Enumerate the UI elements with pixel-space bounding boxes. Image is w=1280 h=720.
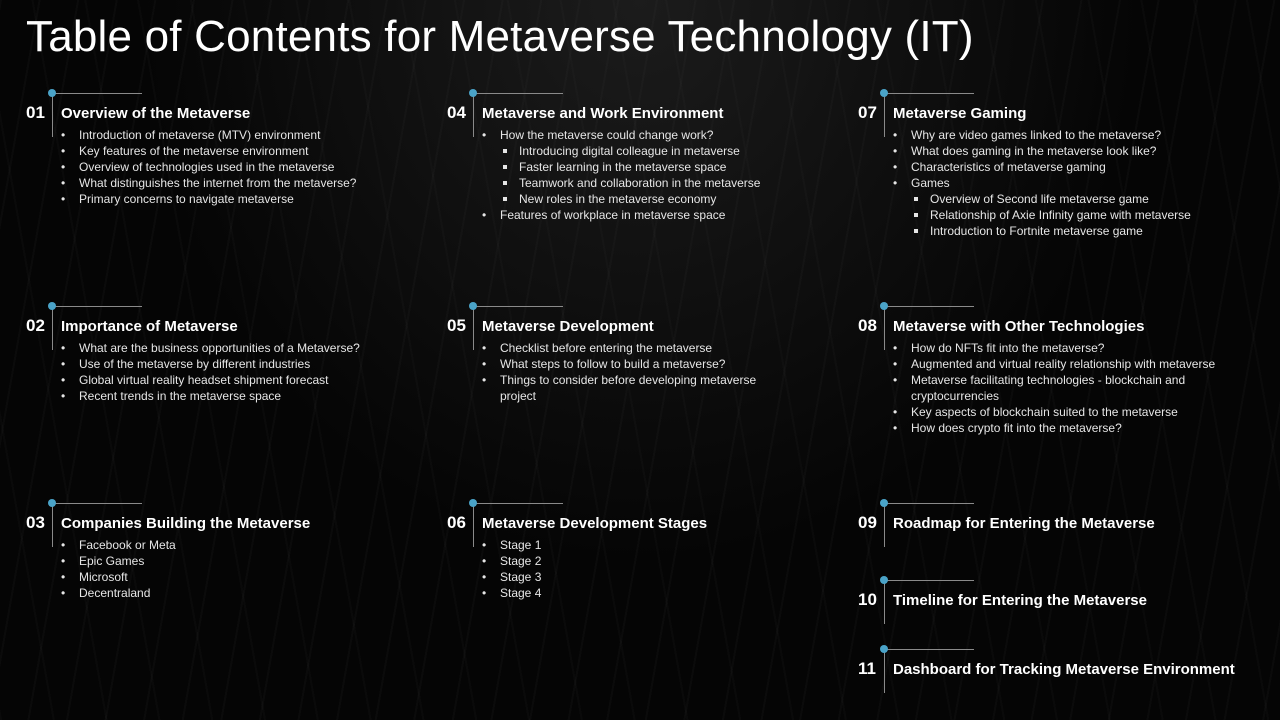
section-item: • Stage 4: [482, 585, 541, 601]
section-vertical-line: [52, 306, 53, 350]
section-title: Companies Building the Metaverse: [61, 515, 311, 532]
section-divider-line: [884, 580, 974, 581]
section-item: • Global virtual reality headset shipment forecast: [61, 372, 360, 388]
section-title: Metaverse Development: [482, 318, 654, 335]
section-dot-icon: [48, 89, 56, 97]
section-divider-line: [884, 503, 974, 504]
section-dot-icon: [469, 89, 477, 97]
section-item: • What distinguishes the internet from the metaverse?: [61, 175, 356, 191]
section-vertical-line: [52, 93, 53, 137]
section-item: • Characteristics of metaverse gaming: [893, 159, 1191, 175]
section-number: 07: [858, 103, 877, 122]
section-subitem: Teamwork and collaboration in the metaverse: [482, 175, 760, 191]
section-item: • Games: [893, 175, 1191, 191]
section-title: Metaverse Gaming: [893, 105, 1027, 122]
section-item: • Overview of technologies used in the metaverse: [61, 159, 356, 175]
section-item: • Key aspects of blockchain suited to the metaverse: [893, 404, 1238, 420]
section-subitem: Introducing digital colleague in metaverse: [482, 143, 760, 159]
section-item: • Facebook or Meta: [61, 537, 176, 553]
section-divider-line: [473, 93, 563, 94]
section-number: 01: [26, 103, 45, 122]
section-vertical-line: [473, 306, 474, 350]
section-title: Timeline for Entering the Metaverse: [893, 592, 1147, 609]
section-item: • Things to consider before developing metaverse project: [482, 372, 792, 404]
section-divider-line: [884, 649, 974, 650]
section-subitem: New roles in the metaverse economy: [482, 191, 760, 207]
section-dot-icon: [48, 499, 56, 507]
section-divider-line: [52, 503, 142, 504]
section-item: • Microsoft: [61, 569, 176, 585]
section-item: • Stage 3: [482, 569, 541, 585]
section-subitem: Introduction to Fortnite metaverse game: [893, 223, 1191, 239]
section-vertical-line: [884, 503, 885, 547]
section-item: • Primary concerns to navigate metaverse: [61, 191, 356, 207]
section-item: • Checklist before entering the metaverse: [482, 340, 792, 356]
section-divider-line: [884, 306, 974, 307]
section-number: 03: [26, 513, 45, 532]
section-title: Metaverse Development Stages: [482, 515, 708, 532]
section-number: 08: [858, 316, 877, 335]
section-item: • What are the business opportunities of a Metaverse?: [61, 340, 360, 356]
section-divider-line: [884, 93, 974, 94]
section-number: 02: [26, 316, 45, 335]
section-item: • How does crypto fit into the metaverse?: [893, 420, 1238, 436]
section-divider-line: [473, 306, 563, 307]
section-title: Metaverse and Work Environment: [482, 105, 724, 122]
section-number: 04: [447, 103, 466, 122]
section-vertical-line: [884, 93, 885, 137]
section-item: • Decentraland: [61, 585, 176, 601]
section-subitem: Faster learning in the metaverse space: [482, 159, 760, 175]
section-item: • What does gaming in the metaverse look like?: [893, 143, 1191, 159]
section-vertical-line: [884, 649, 885, 693]
section-item: • Epic Games: [61, 553, 176, 569]
page-title: Table of Contents for Metaverse Technology (IT): [26, 12, 974, 61]
section-item-list: [482, 537, 541, 601]
section-item: • Augmented and virtual reality relationship with metaverse: [893, 356, 1238, 372]
section-item-list: [61, 537, 176, 601]
section-dot-icon: [880, 576, 888, 584]
section-vertical-line: [473, 93, 474, 137]
section-dot-icon: [880, 89, 888, 97]
section-item: • Stage 2: [482, 553, 541, 569]
section-item-list: [893, 127, 1191, 239]
section-number: 09: [858, 513, 877, 532]
section-subitem: Overview of Second life metaverse game: [893, 191, 1191, 207]
section-vertical-line: [473, 503, 474, 547]
section-item: • Metaverse facilitating technologies - blockchain and cryptocurrencies: [893, 372, 1238, 404]
section-item-list: [61, 340, 360, 404]
section-divider-line: [473, 503, 563, 504]
section-divider-line: [52, 306, 142, 307]
section-subitem: Relationship of Axie Infinity game with metaverse: [893, 207, 1191, 223]
section-dot-icon: [48, 302, 56, 310]
section-item: • Why are video games linked to the metaverse?: [893, 127, 1191, 143]
section-number: 10: [858, 590, 877, 609]
section-item: • Key features of the metaverse environment: [61, 143, 356, 159]
section-item: • How the metaverse could change work?: [482, 127, 760, 143]
section-dot-icon: [469, 302, 477, 310]
section-dot-icon: [469, 499, 477, 507]
section-title: Overview of the Metaverse: [61, 105, 251, 122]
section-vertical-line: [884, 580, 885, 624]
section-item-list: [893, 340, 1238, 436]
section-title: Importance of Metaverse: [61, 318, 238, 335]
section-title: Dashboard for Tracking Metaverse Environment: [893, 661, 1235, 678]
section-vertical-line: [884, 306, 885, 350]
section-number: 06: [447, 513, 466, 532]
section-title: Metaverse with Other Technologies: [893, 318, 1145, 335]
section-dot-icon: [880, 499, 888, 507]
section-vertical-line: [52, 503, 53, 547]
section-item: • Use of the metaverse by different industries: [61, 356, 360, 372]
section-item: • Introduction of metaverse (MTV) environment: [61, 127, 356, 143]
section-item: • Recent trends in the metaverse space: [61, 388, 360, 404]
section-item: • Stage 1: [482, 537, 541, 553]
section-item-list: [61, 127, 356, 207]
section-item: • Features of workplace in metaverse space: [482, 207, 760, 223]
section-item-list: [482, 340, 792, 404]
section-number: 05: [447, 316, 466, 335]
section-item: • How do NFTs fit into the metaverse?: [893, 340, 1238, 356]
section-dot-icon: [880, 302, 888, 310]
section-dot-icon: [880, 645, 888, 653]
section-number: 11: [858, 659, 876, 678]
section-item-list: [482, 127, 760, 223]
section-title: Roadmap for Entering the Metaverse: [893, 515, 1155, 532]
section-divider-line: [52, 93, 142, 94]
section-item: • What steps to follow to build a metaverse?: [482, 356, 792, 372]
